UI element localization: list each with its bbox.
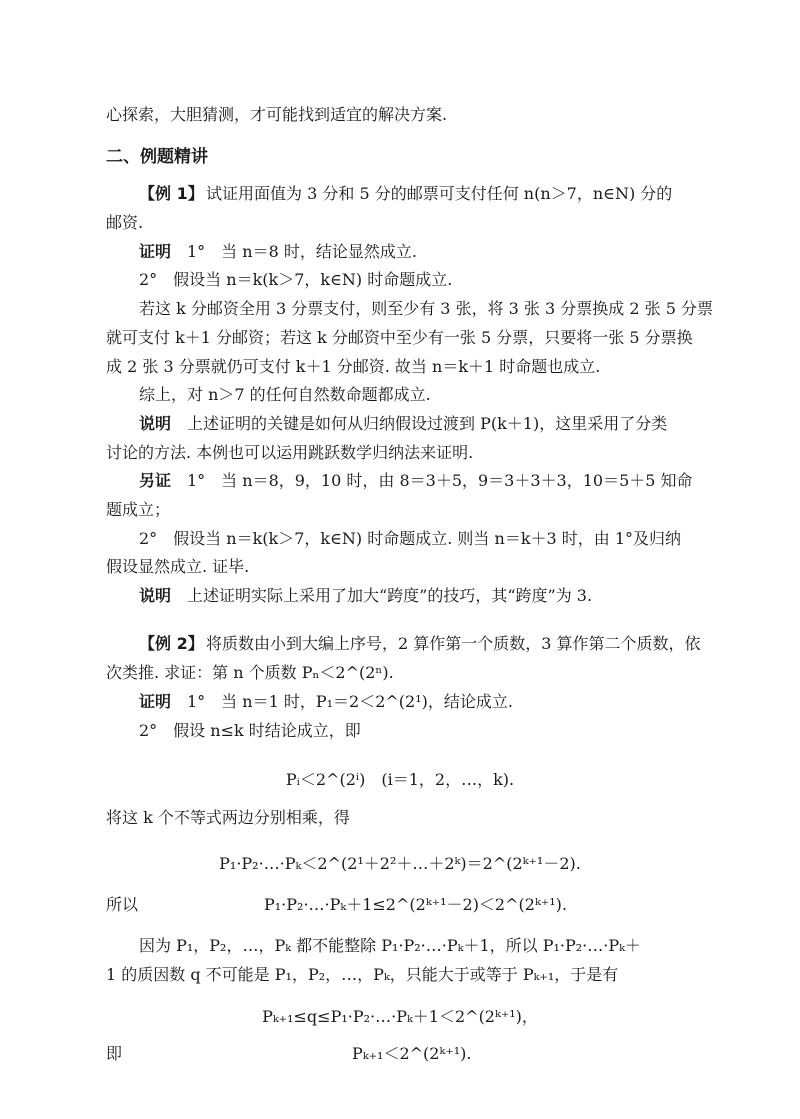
display-formula: P₁·P₂·…·Pₖ＋1≤2^(2ᵏ⁺¹－2)＜2^(2ᵏ⁺¹). [264,895,567,914]
text-line: 邮资. [106,213,144,232]
text-line: 成 2 张 3 分票就仍可支付 k＋1 分邮资. 故当 n＝k＋1 时命题也成立. [106,357,601,376]
text-line: 就可支付 k＋1 分邮资；若这 k 分邮资中至少有一张 5 分票，只要将一张 5 分票换 [106,328,693,347]
text-line: 讨论的方法. 本例也可以运用跳跃数学归纳法来证明. [106,443,474,462]
display-formula: Pₖ₊₁＜2^(2ᵏ⁺¹). [352,1044,472,1063]
display-formula: P₁·P₂·…·Pₖ＜2^(2¹＋2²＋…＋2ᵏ)＝2^(2ᵏ⁺¹－2). [219,854,581,873]
text-line: 1° 当 n＝8 时，结论显然成立. [187,242,417,261]
text-line: 即 [106,1044,123,1063]
text-line: 试证用面值为 3 分和 5 分的邮票可支付任何 n(n＞7，n∈N) 分的 [206,184,673,203]
display-formula: Pₖ₊₁≤q≤P₁·P₂·…·Pₖ＋1＜2^(2ᵏ⁺¹)， [262,1007,538,1026]
text-line: 2° 假设当 n＝k(k＞7，k∈N) 时命题成立. 则当 n＝k＋3 时，由 1°及归纳 [139,529,682,548]
text-line: 上述证明的关键是如何从归纳假设过渡到 P(k＋1)，这里采用了分类 [187,414,668,433]
example-label: 【例 2】 [139,634,204,653]
text-line: 综上，对 n＞7 的任何自然数命题都成立. [139,385,431,404]
alt-proof-label: 另证 [139,471,172,490]
text-line: 次类推. 求证：第 n 个质数 Pₙ＜2^(2ⁿ). [106,663,394,682]
text-line: 1° 当 n＝1 时，P₁＝2＜2^(2¹)，结论成立. [187,692,513,711]
text-line: 1 的质因数 q 不可能是 P₁，P₂，…，Pₖ，只能大于或等于 Pₖ₊₁，于是有 [106,965,619,984]
text-line: 假设显然成立. 证毕. [106,557,250,576]
text-line: 题成立； [106,500,171,519]
text-line: 将这 k 个不等式两边分别相乘，得 [106,808,350,827]
text-line: 因为 P₁，P₂，…，Pₖ 都不能整除 P₁·P₂·…·Pₖ＋1，所以 P₁·P₂·…·Pₖ＋ [139,936,641,955]
display-formula: Pᵢ＜2^(2ⁱ) (i＝1，2，…，k). [285,770,515,789]
text-line: 若这 k 分邮资全用 3 分票支付，则至少有 3 张，将 3 张 3 分票换成 2 张 5 分票 [139,299,713,318]
proof-label: 证明 [139,242,172,261]
text-line: 上述证明实际上采用了加大“跨度”的技巧，其“跨度”为 3. [187,586,593,605]
text-line: 2° 假设当 n＝k(k＞7，k∈N) 时命题成立. [139,270,453,289]
text-line: 2° 假设 n≤k 时结论成立，即 [139,721,361,740]
text-line: 1° 当 n＝8，9，10 时，由 8＝3＋5，9＝3＋3＋3，10＝5＋5 知命 [187,471,693,490]
section-heading: 二、例题精讲 [106,147,208,167]
text-line: 所以 [106,895,139,914]
example-label: 【例 1】 [139,184,204,203]
note-label: 说明 [139,414,172,433]
proof-label: 证明 [139,692,172,711]
text-line: 将质数由小到大编上序号，2 算作第一个质数，3 算作第二个质数，依 [206,634,701,653]
text-line: 心探索，大胆猜测，才可能找到适宜的解决方案. [106,105,448,124]
note-label: 说明 [139,586,172,605]
